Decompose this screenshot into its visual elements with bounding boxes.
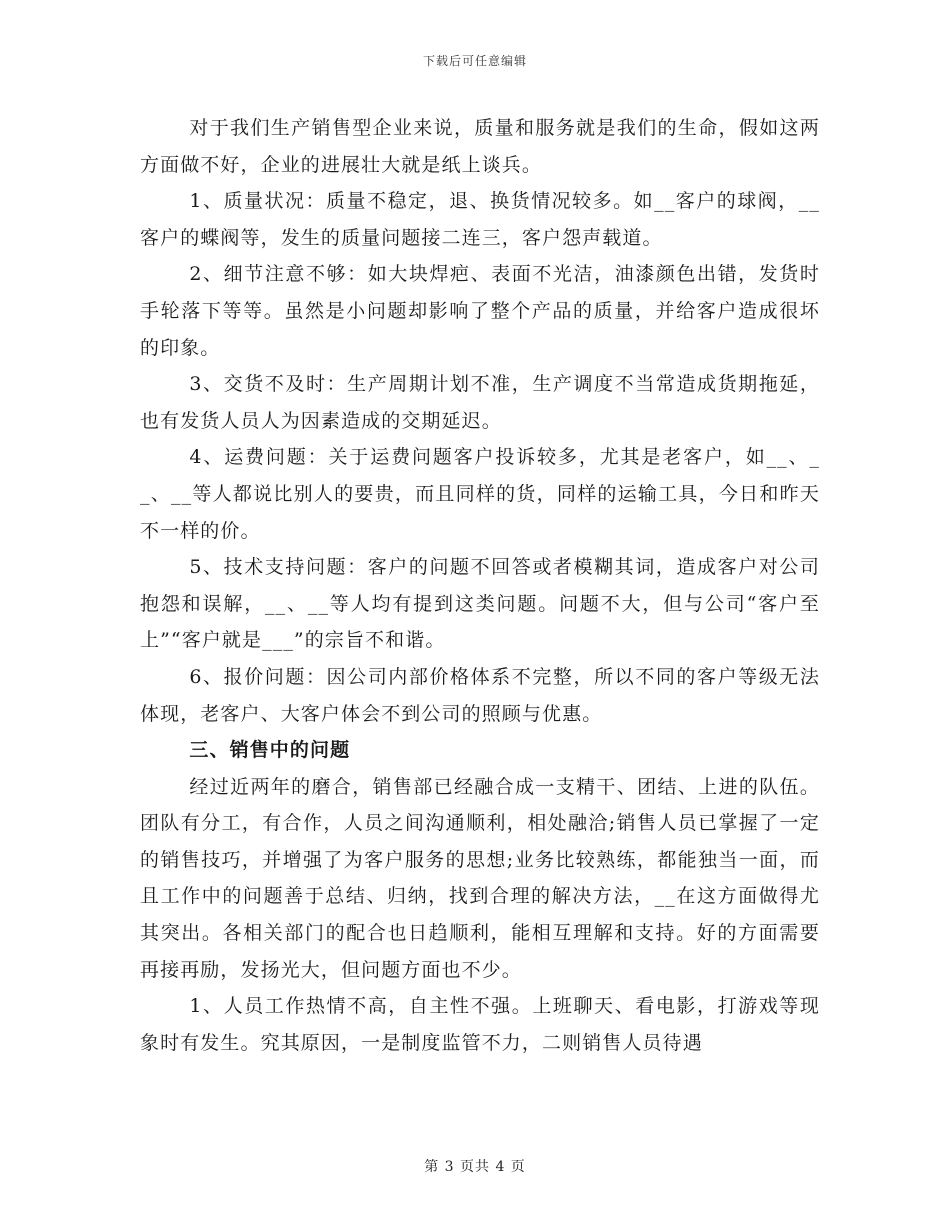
section-heading: 三、销售中的问题 [189, 739, 351, 762]
paragraph-tech-support: 5、技术支持问题：客户的问题不回答或者模糊其词，造成客户对公司抱怨和误解，__、__等人均有提到这类问题。问题不大，但与公司“客户至上”“客户就是___”的宗旨不和谐。 [140, 556, 820, 652]
paragraph-delivery-delay: 3、交货不及时：生产周期计划不准，生产调度不当常造成货期拖延，也有发货人员人为因素造成的交期延迟。 [140, 373, 820, 432]
header-note: 下载后可任意编辑 [422, 54, 527, 68]
paragraph-staff-enthusiasm: 1、人员工作热情不高，自主性不强。上班聊天、看电影，打游戏等现象时有发生。究其原因，一是制度监管不力，二则销售人员待遇 [140, 995, 820, 1054]
paragraph-intro: 对于我们生产销售型企业来说，质量和服务就是我们的生命，假如这两方面做不好，企业的进展壮大就是纸上谈兵。 [140, 117, 820, 176]
paragraph-pricing-issue: 6、报价问题：因公司内部价格体系不完整，所以不同的客户等级无法体现，老客户、大客户体会不到公司的照顾与优惠。 [140, 665, 820, 725]
page-number: 第 3 页共 4 页 [424, 1159, 526, 1175]
paragraph-detail-attention: 2、细节注意不够：如大块焊疤、表面不光洁，油漆颜色出错，发货时手轮落下等等。虽然是小问题却影响了整个产品的质量，并给客户造成很坏的印象。 [140, 263, 820, 359]
paragraph-freight-issue: 4、运费问题：关于运费问题客户投诉较多，尤其是老客户，如__、__、__等人都说比别人的要贵，而且同样的货，同样的运输工具，今日和昨天不一样的价。 [140, 446, 820, 542]
document-body [140, 110, 820, 1061]
paragraph-sales-team: 经过近两年的磨合，销售部已经融合成一支精干、团结、上进的队伍。团队有分工，有合作，人员之间沟通顺利，相处融洽;销售人员已掌握了一定的销售技巧，并增强了为客户服务的思想;业务比较熟练，都能独当一面，而且工作中的问题善于总结、归纳，找到合理的解决方法，__在这方面做得尤其突出。各相关部门的配合也日趋顺利，能相互理解和支持。好的方面需要再接再励，发扬光大，但问题方面也不少。 [140, 775, 820, 981]
paragraph-quality-status: 1、质量状况：质量不稳定，退、换货情况较多。如__客户的球阀，__客户的蝶阀等，发生的质量问题接二连三，客户怨声载道。 [140, 190, 820, 249]
